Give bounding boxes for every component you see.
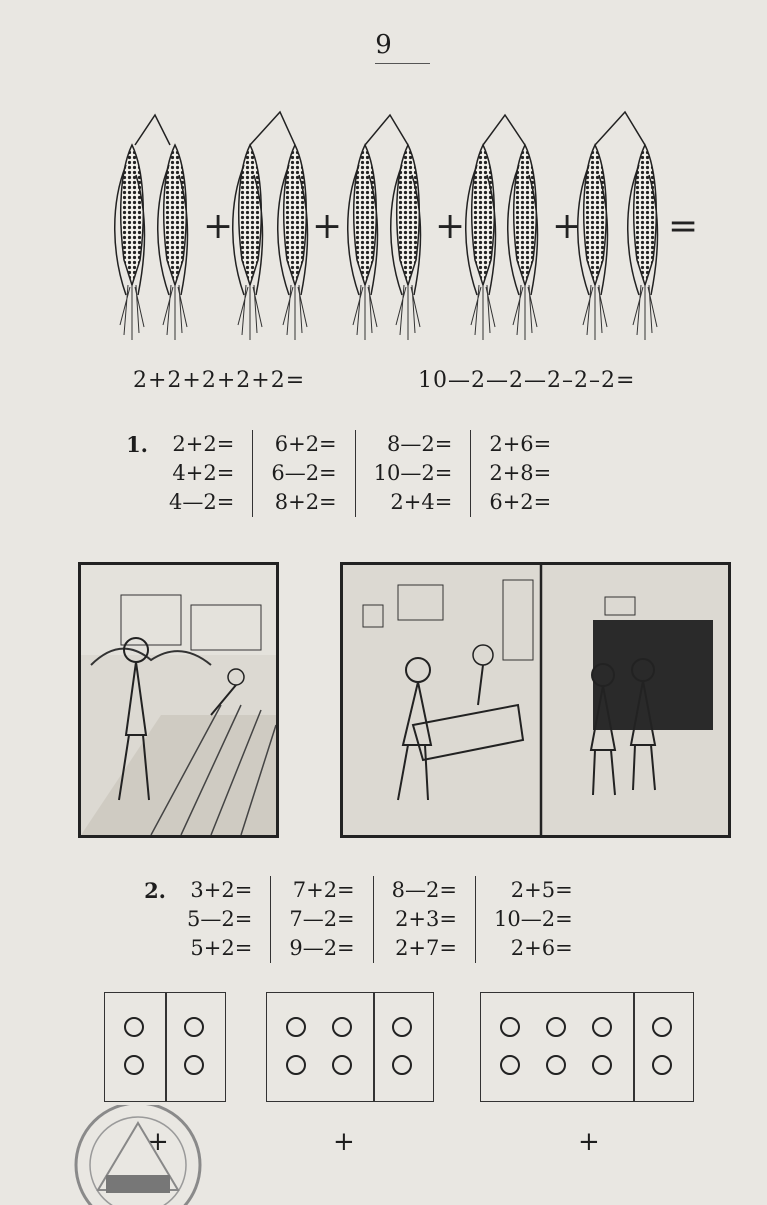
dot-group-divider: [633, 993, 635, 1101]
equation: 4—2=: [169, 490, 235, 514]
exercise-number: 2.: [144, 878, 166, 903]
equation: 6+2=: [489, 490, 552, 514]
equation: 8—2=: [391, 878, 457, 902]
counting-dot: [500, 1055, 520, 1075]
library-stamp: [68, 1105, 208, 1205]
exercise-column: [252, 430, 354, 517]
plus-sign-dots-2: +: [333, 1127, 355, 1157]
plus-sign-dots-3: +: [578, 1127, 600, 1157]
equation: 8—2=: [387, 432, 453, 456]
exercise-column: [169, 876, 270, 963]
corn-cobs-illustration: [100, 100, 710, 340]
counting-dot: [286, 1017, 306, 1037]
counting-dot: [392, 1017, 412, 1037]
equation: 3+2=: [190, 878, 253, 902]
counting-dot: [124, 1017, 144, 1037]
counting-dot: [546, 1017, 566, 1037]
corn-pair-2: [233, 112, 308, 340]
dot-group-divider: [165, 993, 167, 1101]
plus-sign-corn-2: +: [312, 206, 343, 247]
page-number-rule: [375, 63, 430, 64]
counting-dot: [184, 1055, 204, 1075]
equation: 10—2=: [373, 461, 453, 485]
exercise-column: [470, 430, 569, 517]
exercise-column: [475, 876, 591, 963]
exercise-2: [128, 876, 591, 963]
equation: 6+2=: [274, 432, 337, 456]
corn-pair-3: [348, 115, 421, 340]
counting-dot: [592, 1055, 612, 1075]
equation: 5—2=: [187, 907, 253, 931]
dot-group-box: [104, 992, 226, 1102]
exercise-1: [110, 430, 569, 517]
corn-pair-1: [115, 115, 188, 340]
equation: 2+6=: [489, 432, 552, 456]
dot-group-divider: [373, 993, 375, 1101]
equation: 2+7=: [395, 936, 457, 960]
equation: 10—2=: [493, 907, 573, 931]
garden-picture: [78, 562, 279, 838]
equation: 2+8=: [489, 461, 552, 485]
exercise-column: [373, 876, 475, 963]
plus-sign-corn-3: +: [435, 206, 466, 247]
counting-dot: [332, 1055, 352, 1075]
counting-dot: [392, 1055, 412, 1075]
equals-sign-corn: =: [668, 206, 699, 247]
corn-pair-5: [578, 112, 658, 340]
exercise-column: [355, 430, 471, 517]
equation: 2+5=: [510, 878, 573, 902]
counting-dot: [546, 1055, 566, 1075]
classroom-picture: [340, 562, 731, 838]
counting-dot: [500, 1017, 520, 1037]
counting-dot: [286, 1055, 306, 1075]
equation: 2+6=: [510, 936, 573, 960]
plus-sign-dots-1: +: [147, 1127, 169, 1157]
corn-pair-4: [466, 115, 538, 340]
equation: 2+3=: [395, 907, 457, 931]
exercise-column: [151, 430, 252, 517]
page-number: 9: [375, 30, 392, 60]
counting-dot: [124, 1055, 144, 1075]
equation: 6—2=: [271, 461, 337, 485]
exercise-column: [270, 876, 372, 963]
dot-group-box: [266, 992, 434, 1102]
equation: 2+4=: [390, 490, 453, 514]
equation: 7+2=: [292, 878, 355, 902]
equation: 8+2=: [274, 490, 337, 514]
exercise-number: 1.: [126, 432, 148, 457]
equation: 9—2=: [289, 936, 355, 960]
counting-dot: [184, 1017, 204, 1037]
counting-dot: [652, 1055, 672, 1075]
equation: 5+2=: [190, 936, 253, 960]
equation: 4+2=: [172, 461, 235, 485]
equation: 7—2=: [289, 907, 355, 931]
plus-sign-corn-4: +: [552, 206, 583, 247]
equation: 2+2=: [172, 432, 235, 456]
counting-dot: [652, 1017, 672, 1037]
counting-dot: [332, 1017, 352, 1037]
plus-sign-corn-1: +: [203, 206, 234, 247]
dot-group-box: [480, 992, 694, 1102]
top-equation-left: 2+2+2+2+2=: [133, 368, 306, 393]
top-equation-right: 10—2—2—2–2–2=: [418, 368, 636, 393]
counting-dot: [592, 1017, 612, 1037]
